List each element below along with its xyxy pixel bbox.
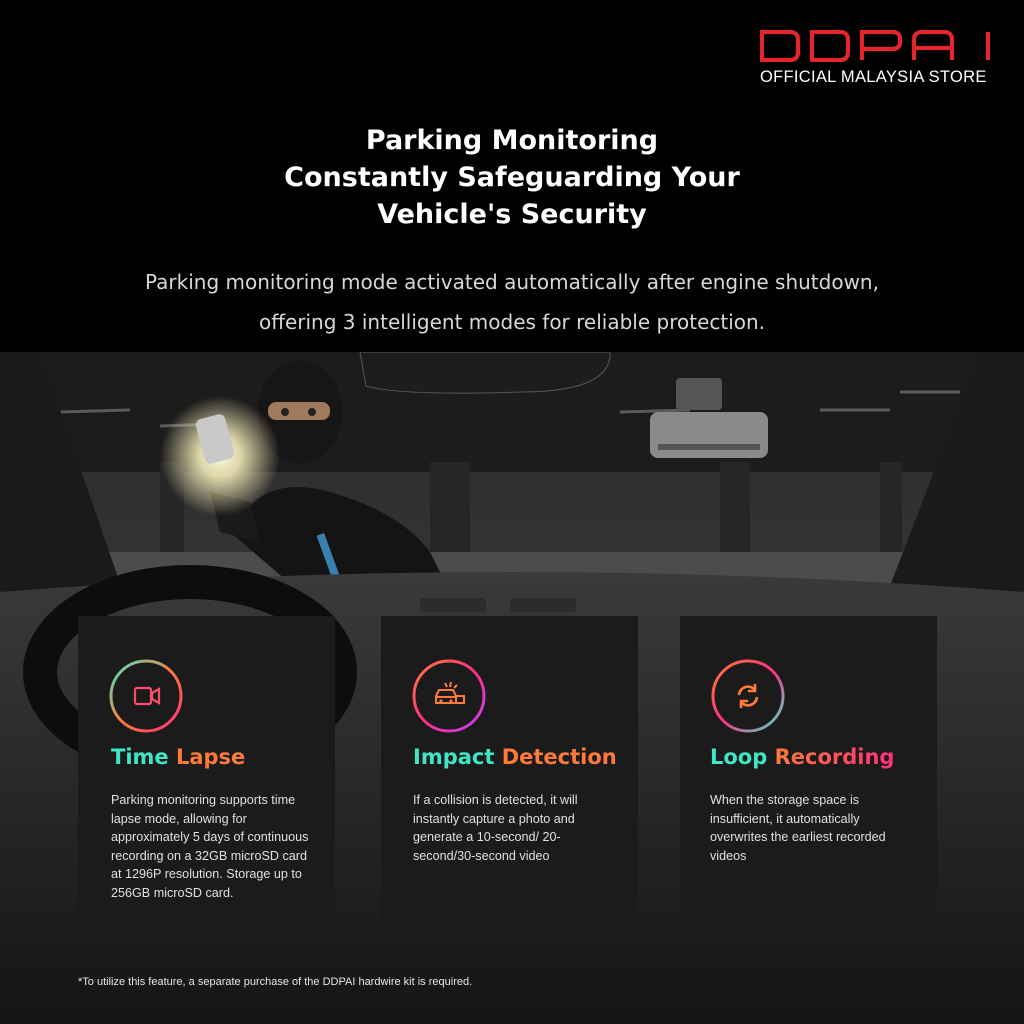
- loop-arrows-icon: [711, 659, 785, 733]
- hardwire-footnote: *To utilize this feature, a separate purchase of the DDPAI hardwire kit is required.: [78, 976, 473, 988]
- loop-recording-title-part1: Loop: [710, 745, 775, 769]
- feature-card-loop-recording: [680, 616, 937, 946]
- loop-recording-title: [710, 745, 894, 769]
- store-subtitle: OFFICIAL MALAYSIA STORE: [760, 68, 987, 86]
- time-lapse-title-part2: Lapse: [175, 745, 246, 769]
- time-lapse-description: Parking monitoring supports time lapse mode, allowing for approximately 5 days of continuous recording on a 32GB microSD card at 1296P resolution. Storage up to 256GB microSD card.: [111, 793, 309, 900]
- impact-detection-title-part1: Impact: [413, 745, 502, 769]
- impact-detection-title: [413, 745, 617, 769]
- ddpai-logo: [760, 30, 992, 62]
- time-lapse-title: [111, 745, 245, 769]
- intro-line-2: offering 3 intelligent modes for reliable protection.: [258, 310, 766, 334]
- title-line-3: Vehicle's Security: [377, 199, 647, 230]
- feature-card-impact-detection: [381, 616, 638, 946]
- car-collision-icon: [412, 659, 486, 733]
- video-camera-icon: [109, 659, 183, 733]
- impact-detection-description: If a collision is detected, it will instantly capture a photo and generate a 10-second/ 20-second/30-second video: [413, 793, 578, 863]
- intro-text: [0, 262, 1024, 342]
- title-line-1: Parking Monitoring: [365, 125, 659, 156]
- title-line-2: Constantly Safeguarding Your: [284, 162, 740, 193]
- impact-detection-title-part2: Detection: [501, 745, 617, 769]
- brand-block: [760, 30, 996, 87]
- page-title: [0, 122, 1024, 233]
- loop-recording-title-part2: Recording: [774, 745, 895, 769]
- intro-line-1: Parking monitoring mode activated automatically after engine shutdown,: [145, 270, 879, 294]
- loop-recording-description: When the storage space is insufficient, it automatically overwrites the earliest recorded videos: [710, 793, 886, 863]
- time-lapse-title-part1: Time: [111, 745, 176, 769]
